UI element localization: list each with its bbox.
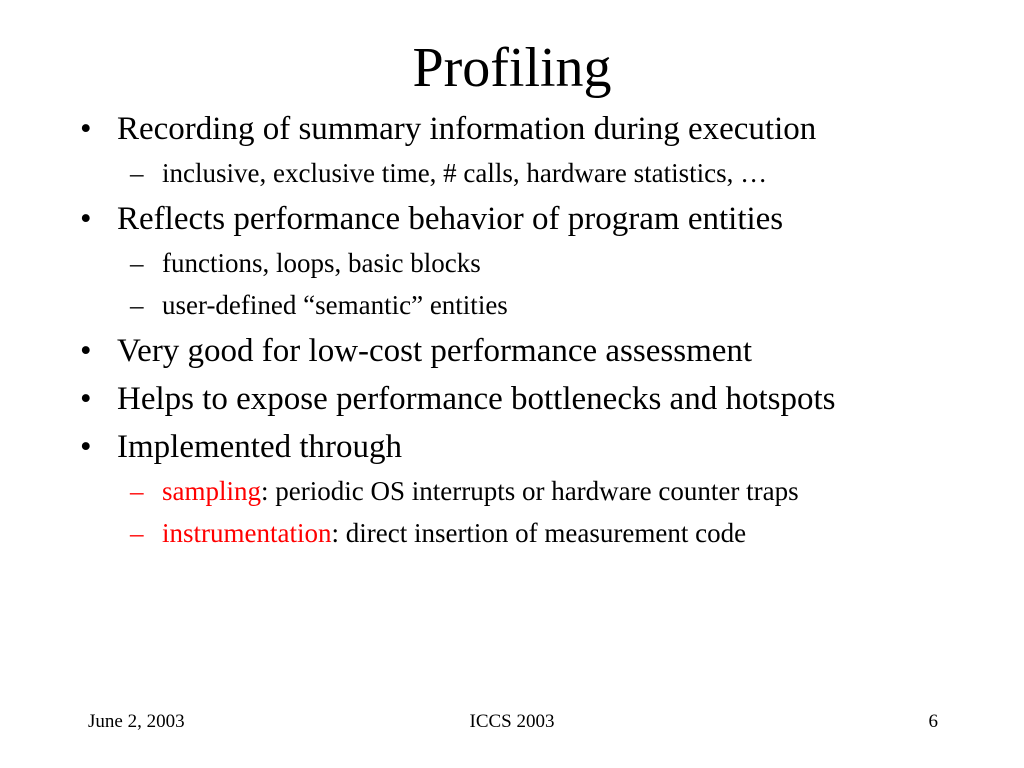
sub-bullet-marker: – xyxy=(130,476,144,506)
sub-bullet-marker: – xyxy=(130,158,144,188)
sub-bullet-item xyxy=(80,156,980,190)
sub-bullet-text: : periodic OS interrupts or hardware counter traps xyxy=(261,476,799,506)
footer-page-number: 6 xyxy=(928,711,938,732)
highlight-term-instrumentation: instrumentation xyxy=(162,518,332,548)
slide-title: Profiling xyxy=(412,37,612,99)
bullet-item xyxy=(80,426,980,468)
bullet-marker: • xyxy=(80,333,92,369)
bullet-item xyxy=(80,108,980,150)
footer-conference: ICCS 2003 xyxy=(469,711,555,732)
footer-date: June 2, 2003 xyxy=(88,711,185,732)
bullet-text: Very good for low-cost performance assessment xyxy=(117,333,753,369)
sub-bullet-item xyxy=(80,246,980,280)
sub-bullet-marker: – xyxy=(130,290,144,320)
bullet-text: Helps to expose performance bottlenecks and hotspots xyxy=(117,381,836,417)
sub-bullet-text: inclusive, exclusive time, # calls, hardware statistics, … xyxy=(162,158,768,188)
highlight-term-sampling: sampling xyxy=(162,476,261,506)
bullet-item xyxy=(80,330,980,372)
bullet-item xyxy=(80,378,980,420)
sub-bullet-item xyxy=(80,288,980,322)
sub-bullet-item xyxy=(80,516,980,550)
sub-bullet-text: functions, loops, basic blocks xyxy=(162,248,481,278)
sub-bullet-item xyxy=(80,474,980,508)
bullet-marker: • xyxy=(80,201,92,237)
bullet-text: Recording of summary information during execution xyxy=(117,111,817,147)
bullet-marker: • xyxy=(80,429,92,465)
bullet-marker: • xyxy=(80,111,92,147)
sub-bullet-marker: – xyxy=(130,248,144,278)
sub-bullet-text: : direct insertion of measurement code xyxy=(331,518,747,548)
bullet-list xyxy=(80,108,980,558)
bullet-text: Reflects performance behavior of program entities xyxy=(117,201,784,237)
bullet-text: Implemented through xyxy=(117,429,403,465)
bullet-item xyxy=(80,198,980,240)
sub-bullet-text: user-defined “semantic” entities xyxy=(162,290,508,320)
sub-bullet-marker: – xyxy=(130,518,144,548)
bullet-marker: • xyxy=(80,381,92,417)
